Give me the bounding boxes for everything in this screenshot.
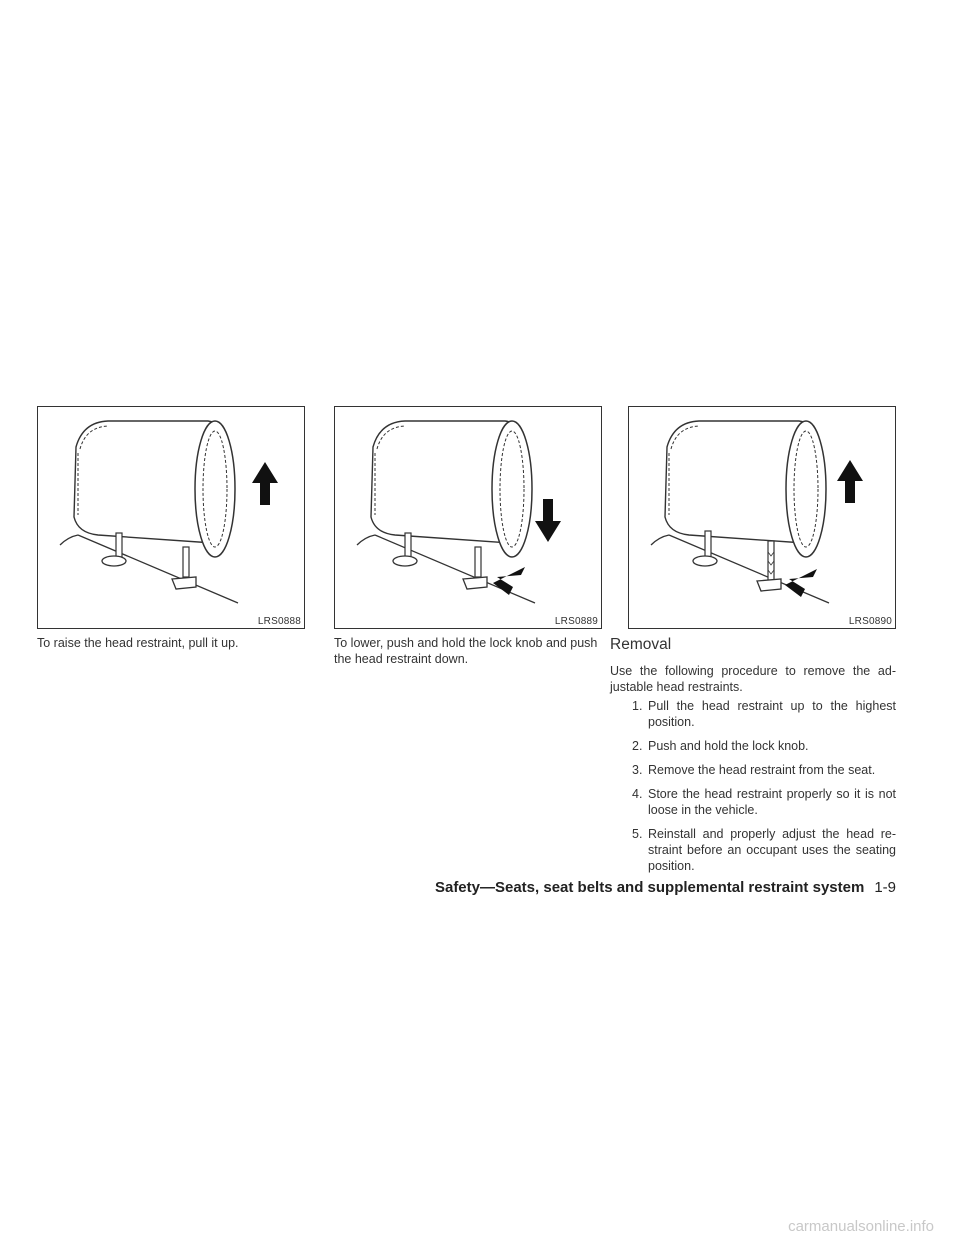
step-number: 2.: [632, 739, 643, 753]
step-text: Pull the head restraint up to the highest position.: [648, 699, 896, 729]
page-footer: [435, 879, 896, 896]
page-number: 1-9: [874, 879, 896, 896]
step-number: 3.: [632, 763, 643, 777]
list-item: [610, 698, 896, 730]
figure-code: LRS0890: [848, 616, 892, 627]
headrest-lower-illustration: [335, 407, 601, 628]
lock-knob-arrow-icon: [785, 569, 817, 597]
step-number: 4.: [632, 787, 643, 801]
removal-steps: [610, 698, 896, 882]
lock-knob-arrow-icon: [493, 567, 525, 595]
list-item: [610, 762, 896, 778]
down-arrow-icon: [535, 499, 561, 542]
step-number: 1.: [632, 699, 643, 713]
list-item: [610, 786, 896, 818]
headrest-raise-illustration: [38, 407, 304, 628]
watermark: carmanualsonline.info: [788, 1218, 934, 1235]
step-text: Store the head restraint properly so it is not loose in the vehicle.: [648, 787, 896, 817]
step-text: Remove the head restraint from the seat.: [648, 763, 876, 777]
up-arrow-icon: [837, 460, 863, 503]
step-text: Push and hold the lock knob.: [648, 739, 809, 753]
caption-lower: [334, 635, 604, 667]
figure-removal: [628, 406, 896, 629]
removal-heading: Removal: [610, 636, 672, 653]
caption-lower-line-2: the head restraint down.: [334, 652, 469, 666]
list-item: [610, 826, 896, 874]
figure-code: LRS0889: [554, 616, 598, 627]
section-title: Safety—Seats, seat belts and supplemental restraint system: [434, 879, 865, 896]
step-text: Reinstall and properly adjust the head re- straint before an occupant uses the seating position.: [648, 827, 896, 873]
removal-intro: Use the following procedure to remove the ad- justable head restraints.: [610, 664, 896, 694]
headrest-removal-illustration: [629, 407, 895, 628]
caption-lower-line-1: To lower, push and hold the lock knob and push: [334, 636, 598, 650]
up-arrow-icon: [252, 462, 278, 505]
list-item: [610, 738, 896, 754]
figure-code: LRS0888: [257, 616, 301, 627]
caption-raise: To raise the head restraint, pull it up.: [37, 636, 239, 650]
step-number: 5.: [632, 827, 643, 841]
figure-lower: [334, 406, 602, 629]
figure-raise: [37, 406, 305, 629]
